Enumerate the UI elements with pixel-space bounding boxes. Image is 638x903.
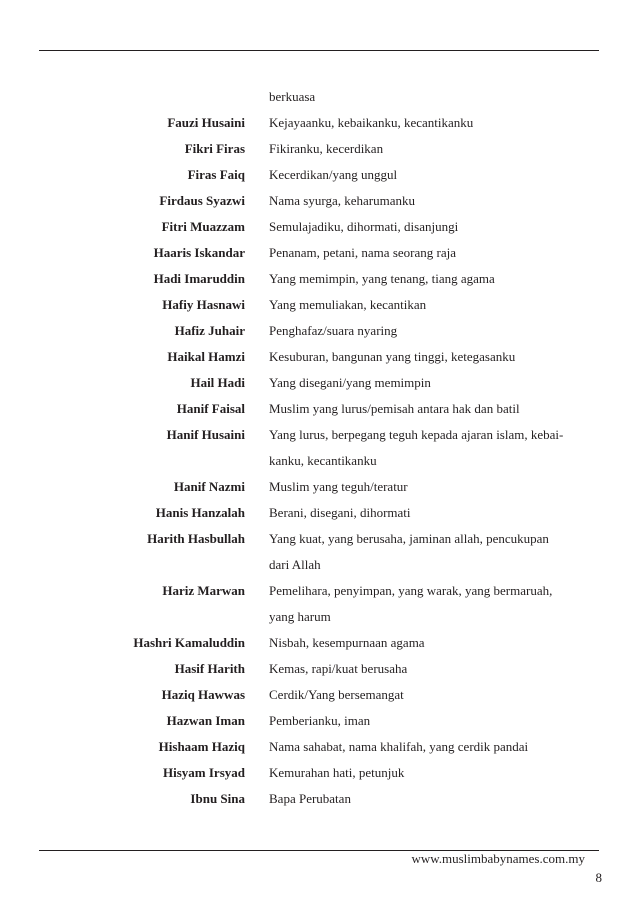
baby-name: Hanif Husaini bbox=[166, 427, 245, 442]
name-meaning: kanku, kecantikanku bbox=[269, 453, 377, 468]
baby-name: Fauzi Husaini bbox=[167, 115, 245, 130]
list-item bbox=[0, 162, 638, 188]
baby-name: Haaris Iskandar bbox=[153, 245, 245, 260]
list-item bbox=[0, 214, 638, 240]
name-meaning: Muslim yang lurus/pemisah antara hak dan batil bbox=[269, 401, 520, 416]
list-item bbox=[0, 344, 638, 370]
list-item bbox=[0, 500, 638, 526]
baby-name: Hazwan Iman bbox=[166, 713, 245, 728]
list-item bbox=[0, 526, 638, 552]
name-meaning: Yang lurus, berpegang teguh kepada ajaran islam, kebai- bbox=[269, 427, 564, 442]
list-item bbox=[0, 136, 638, 162]
baby-name: Haziq Hawwas bbox=[161, 687, 245, 702]
baby-name: Firas Faiq bbox=[187, 167, 245, 182]
baby-name: Firdaus Syazwi bbox=[159, 193, 245, 208]
list-item bbox=[0, 188, 638, 214]
list-item bbox=[0, 630, 638, 656]
name-meaning: Berani, disegani, dihormati bbox=[269, 505, 411, 520]
name-meaning: Fikiranku, kecerdikan bbox=[269, 141, 384, 156]
baby-name: Haikal Hamzi bbox=[167, 349, 245, 364]
list-item bbox=[0, 682, 638, 708]
name-meaning: Penghafaz/suara nyaring bbox=[269, 323, 398, 338]
name-meaning: Bapa Perubatan bbox=[269, 791, 351, 806]
list-item bbox=[0, 760, 638, 786]
name-meaning-list bbox=[0, 84, 638, 812]
baby-name: Harith Hasbullah bbox=[147, 531, 245, 546]
name-meaning: Pemelihara, penyimpan, yang warak, yang bermaruah, bbox=[269, 583, 553, 598]
list-item bbox=[0, 110, 638, 136]
name-meaning: Kecerdikan/yang unggul bbox=[269, 167, 398, 182]
name-meaning: dari Allah bbox=[269, 557, 321, 572]
baby-name: Hail Hadi bbox=[190, 375, 245, 390]
name-meaning: Yang memimpin, yang tenang, tiang agama bbox=[269, 271, 495, 286]
list-item bbox=[0, 84, 638, 110]
baby-name: Hasif Harith bbox=[174, 661, 245, 676]
list-item bbox=[0, 474, 638, 500]
baby-name: Hisyam Irsyad bbox=[163, 765, 245, 780]
baby-name: Hafiz Juhair bbox=[174, 323, 245, 338]
list-item bbox=[0, 448, 638, 474]
name-meaning: Nisbah, kesempurnaan agama bbox=[269, 635, 425, 650]
list-item bbox=[0, 422, 638, 448]
name-meaning: Yang memuliakan, kecantikan bbox=[269, 297, 427, 312]
name-meaning: Yang disegani/yang memimpin bbox=[269, 375, 431, 390]
top-rule bbox=[39, 50, 599, 51]
name-meaning: Muslim yang teguh/teratur bbox=[269, 479, 408, 494]
baby-name: Hishaam Haziq bbox=[158, 739, 245, 754]
name-meaning: Cerdik/Yang bersemangat bbox=[269, 687, 404, 702]
list-item bbox=[0, 240, 638, 266]
list-item bbox=[0, 786, 638, 812]
name-meaning: yang harum bbox=[269, 609, 331, 624]
name-meaning: Yang kuat, yang berusaha, jaminan allah, pencukupan bbox=[269, 531, 549, 546]
baby-name: Hafiy Hasnawi bbox=[162, 297, 245, 312]
list-item bbox=[0, 578, 638, 604]
list-item bbox=[0, 396, 638, 422]
list-item bbox=[0, 708, 638, 734]
baby-name: Hanif Nazmi bbox=[173, 479, 245, 494]
name-meaning: Pemberianku, iman bbox=[269, 713, 371, 728]
name-meaning: Kejayaanku, kebaikanku, kecantikanku bbox=[269, 115, 474, 130]
list-item bbox=[0, 292, 638, 318]
name-meaning: Kesuburan, bangunan yang tinggi, ketegasanku bbox=[269, 349, 516, 364]
baby-name: Hariz Marwan bbox=[162, 583, 245, 598]
baby-name: Hanis Hanzalah bbox=[155, 505, 245, 520]
footer-url[interactable]: www.muslimbabynames.com.my bbox=[411, 851, 585, 866]
name-meaning: Semulajadiku, dihormati, disanjungi bbox=[269, 219, 459, 234]
list-item bbox=[0, 370, 638, 396]
baby-name: Fikri Firas bbox=[184, 141, 245, 156]
page-number: 8 bbox=[595, 870, 602, 885]
list-item bbox=[0, 656, 638, 682]
list-item bbox=[0, 266, 638, 292]
list-item bbox=[0, 318, 638, 344]
name-meaning: Nama syurga, keharumanku bbox=[269, 193, 415, 208]
list-item bbox=[0, 734, 638, 760]
name-meaning: berkuasa bbox=[269, 89, 316, 104]
baby-name: Hadi Imaruddin bbox=[153, 271, 245, 286]
baby-name: Hashri Kamaluddin bbox=[133, 635, 245, 650]
name-meaning: Nama sahabat, nama khalifah, yang cerdik pandai bbox=[269, 739, 529, 754]
name-meaning: Penanam, petani, nama seorang raja bbox=[269, 245, 456, 260]
list-item bbox=[0, 604, 638, 630]
name-meaning: Kemas, rapi/kuat berusaha bbox=[269, 661, 408, 676]
baby-name: Fitri Muazzam bbox=[161, 219, 245, 234]
baby-name: Hanif Faisal bbox=[176, 401, 245, 416]
list-item bbox=[0, 552, 638, 578]
baby-name: Ibnu Sina bbox=[190, 791, 245, 806]
name-meaning: Kemurahan hati, petunjuk bbox=[269, 765, 405, 780]
